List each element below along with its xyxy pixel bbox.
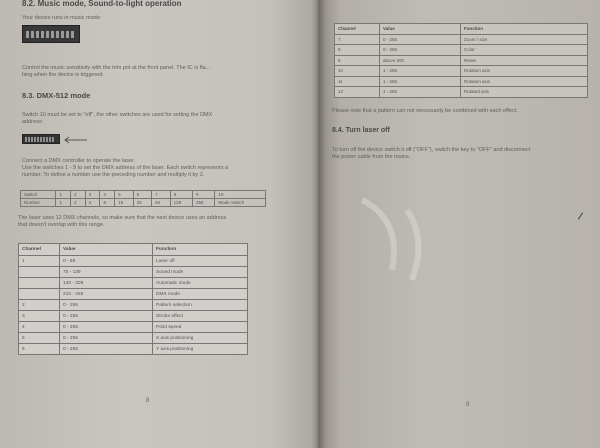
- table-row: 3 0 - 255 Strobe effect: [19, 311, 248, 322]
- channels-note-line-2: that doesn't overlap with this range.: [18, 222, 105, 228]
- turn-off-line-2: the power cable from the mains.: [332, 154, 411, 160]
- switch-number-table: [20, 190, 266, 207]
- heading-turn-laser-off: 8.4. Turn laser off: [332, 127, 390, 134]
- table-row: 6 0 - 255 Y axis positioning: [19, 344, 248, 355]
- connect-line-1: Connect a DMX controller to operate the laser.: [22, 158, 136, 164]
- music-text-line-2: hing when the device is triggered.: [22, 72, 104, 78]
- table-row: 8 0 - 255 Color: [335, 45, 588, 56]
- switch-row: Switch 1 2 3 4 5 6 7 8 9 10: [21, 191, 266, 199]
- table-row: 10 1 - 255 Rotation axis: [335, 66, 588, 77]
- table-row: 9 above 200 Reset: [335, 55, 588, 66]
- pattern-effect-note: Please note that a pattern can not necessarily be combined with each effect.: [332, 108, 518, 114]
- pen-mark: [578, 212, 583, 219]
- page-number-left: 8: [146, 398, 150, 404]
- right-page: [318, 0, 600, 448]
- table-row: 12 1 - 255 Rotated axis: [335, 87, 588, 98]
- table-header-row: Channel Value Function: [335, 24, 588, 35]
- table-row: 2 0 - 255 Pattern selection: [19, 300, 248, 311]
- arrow-left-icon: [62, 135, 88, 145]
- table-row: 5 0 - 255 X axis positioning: [19, 333, 248, 344]
- book-gutter: [312, 0, 326, 448]
- dmx-channel-table-continued: [334, 23, 588, 98]
- table-row: 11 1 - 255 Rotation axis: [335, 76, 588, 87]
- table-row: 210 - 255 DMX mode: [19, 289, 248, 300]
- connect-line-2: Use the switches 1 - 9 to set the DMX address of the laser. Each switch represents a: [22, 165, 229, 171]
- dip-switch-dmx-address: [22, 134, 60, 144]
- table-row: 140 - 209 Automatic mode: [19, 278, 248, 289]
- number-row: Number 1 2 4 8 16 32 64 128 256 Mode Switch: [21, 199, 266, 207]
- bleed-through-watermark-icon: [332, 180, 442, 290]
- table-row: 70 - 139 Sound mode: [19, 267, 248, 278]
- dmx-channel-table: [18, 243, 248, 355]
- table-row: 4 0 - 255 Point speed: [19, 322, 248, 333]
- connect-line-3: number. To define a number use the preceding number and multiply it by 2.: [22, 172, 205, 178]
- channels-note-line-1: The laser uses 12 DMX channels, so make sure that the next device uses an address: [18, 215, 227, 221]
- heading-music-mode: 8.2. Music mode, Sound-to-light operation: [22, 0, 182, 8]
- switch-note-line-1: Switch 10 must be set to "off", the other switches are used for setting the DMX: [22, 112, 213, 118]
- dip-switch-music-mode: [22, 25, 80, 43]
- table-row: 7 0 - 255 Zoom / size: [335, 34, 588, 45]
- music-text-line-1: Control the music sensitivity with the trim pot at the front panel. The IC is fla...: [22, 65, 211, 71]
- device-mode-note: Your device runs in music mode:: [22, 15, 102, 21]
- table-row: 1 0 - 69 Laser off: [19, 256, 248, 267]
- switch-note-line-2: address:: [22, 119, 44, 125]
- turn-off-line-1: To turn off the device switch it off ("OFF"), switch the key to "OFF" and disconnect: [332, 147, 531, 153]
- page-number-right: 9: [466, 402, 470, 408]
- table-header-row: Channel Value Function: [19, 244, 248, 256]
- heading-dmx-mode: 8.3. DMX-512 mode: [22, 91, 91, 100]
